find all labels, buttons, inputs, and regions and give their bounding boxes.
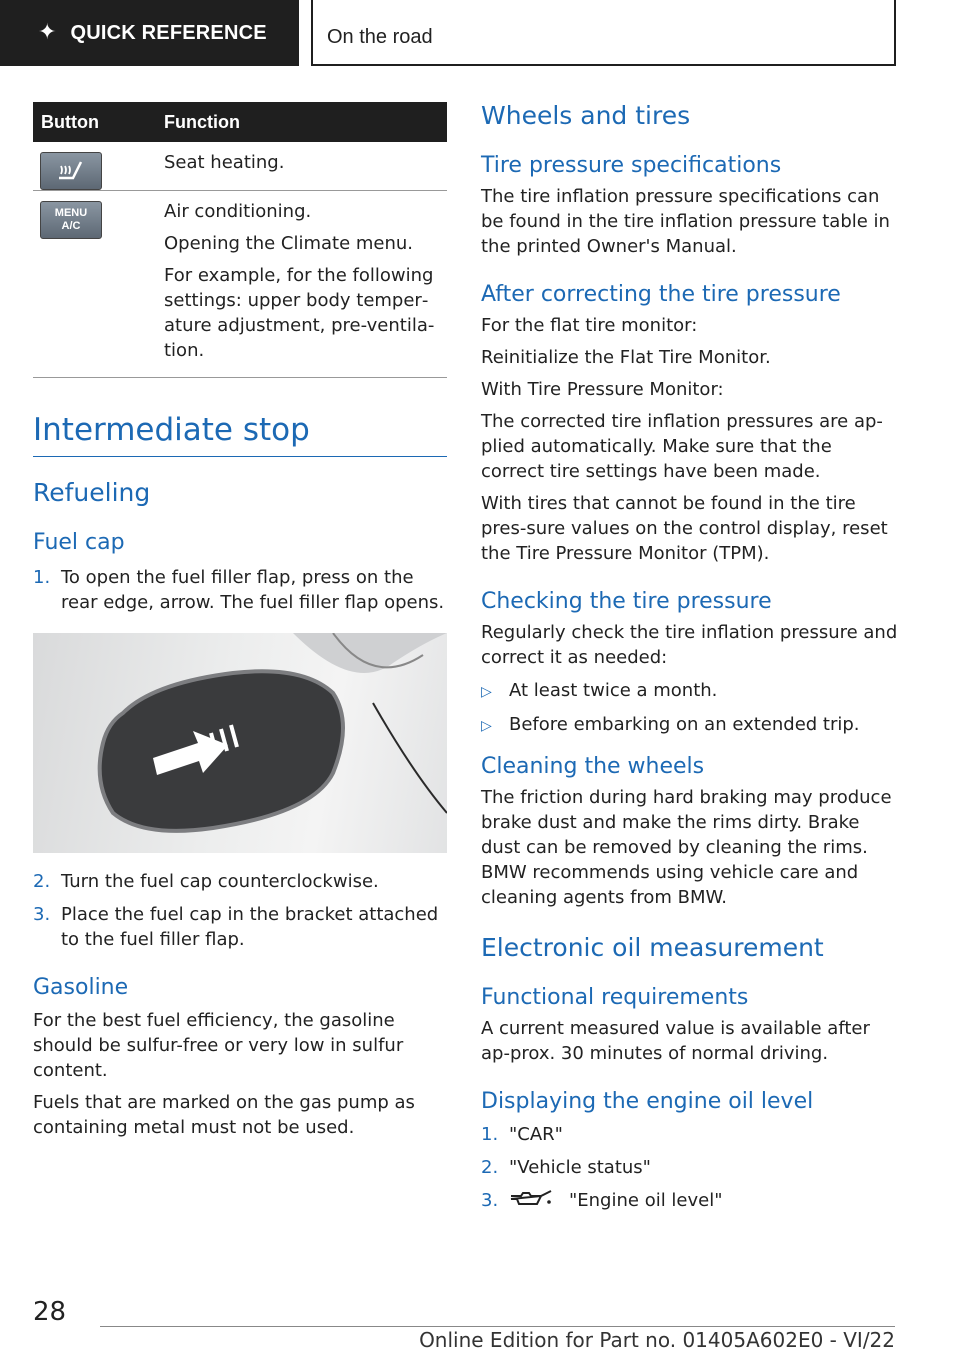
step-text: To open the fuel filler flap, press on the rear edge, arrow. The fuel filler flap opens. xyxy=(61,567,445,613)
paragraph: The tire inflation pressure specifications can be found in the tire inflation pressure table in the printed Owner's Manual. xyxy=(481,186,890,257)
heading-wheels-and-tires: Wheels and tires xyxy=(481,101,691,130)
paragraph: The corrected tire inflation pressures are ap‐plied automatically. Make sure that the correct tire settings have been made. xyxy=(481,411,883,482)
heading-fuel-cap: Fuel cap xyxy=(33,530,125,555)
paragraph: For the flat tire monitor: xyxy=(481,315,698,336)
col-header-function: Function xyxy=(164,102,447,142)
section-tab[interactable] xyxy=(0,0,299,66)
paragraph: Reinitialize the Flat Tire Monitor. xyxy=(481,347,771,368)
triangle-bullet-icon: ▷ xyxy=(481,684,492,700)
step-number: 1. xyxy=(481,1124,499,1145)
step-text: "CAR" xyxy=(509,1124,563,1145)
oil-can-icon xyxy=(509,1188,559,1217)
heading-displaying-oil-level: Displaying the engine oil level xyxy=(481,1089,814,1114)
paragraph: With Tire Pressure Monitor: xyxy=(481,379,724,400)
seat-heating-icon xyxy=(40,152,102,190)
button-function-table xyxy=(33,102,447,378)
step-number: 2. xyxy=(481,1157,499,1178)
function-text: For example, for the following settings: upper body temper‐ature adjustment, pre‐ventila‐tion. xyxy=(164,265,435,361)
heading-electronic-oil-measurement: Electronic oil measurement xyxy=(481,933,824,962)
paragraph: With tires that cannot be found in the tire pres‐sure values on the control display, reset the Tire Pressure Monitor (TPM). xyxy=(481,493,888,564)
list-item xyxy=(481,1155,899,1180)
left-column xyxy=(33,102,447,1140)
step-number: 3. xyxy=(481,1190,499,1211)
step-number: 3. xyxy=(33,904,51,925)
step-text: "Vehicle status" xyxy=(509,1157,651,1178)
heading-refueling: Refueling xyxy=(33,478,151,507)
table-row xyxy=(33,142,447,191)
step-number: 2. xyxy=(33,871,51,892)
chapter-tab[interactable] xyxy=(311,0,896,66)
step-text: Turn the fuel cap counterclockwise. xyxy=(61,871,379,892)
footer-divider xyxy=(100,1326,895,1327)
list-item xyxy=(33,565,447,615)
chapter-tab-label: On the road xyxy=(327,26,433,48)
list-item xyxy=(33,902,447,952)
right-column xyxy=(481,100,899,1225)
oil-level-steps xyxy=(481,1122,899,1217)
heading-after-correcting: After correcting the tire pressure xyxy=(481,282,841,307)
function-text: Seat heating. xyxy=(164,152,285,173)
triangle-bullet-icon: ▷ xyxy=(481,718,492,734)
table-row xyxy=(33,191,447,378)
list-item xyxy=(481,1188,899,1217)
step-text: Place the fuel cap in the bracket attached to the fuel filler flap. xyxy=(61,904,439,950)
button-text: MENU xyxy=(54,207,88,219)
check-frequency-list xyxy=(481,678,899,739)
paragraph: A current measured value is available after ap‐prox. 30 minutes of normal driving. xyxy=(481,1018,870,1064)
fuel-cap-steps xyxy=(33,565,447,615)
fuel-filler-flap-image xyxy=(33,633,447,853)
paragraph: Regularly check the tire inflation pressure and correct it as needed: xyxy=(481,622,898,668)
heading-intermediate-stop: Intermediate stop xyxy=(33,410,447,457)
fuel-cap-steps-continued xyxy=(33,869,447,952)
edition-note: Online Edition for Part no. 01405A602E0 - VI/22 xyxy=(419,1328,895,1352)
bullet-text: At least twice a month. xyxy=(509,680,718,701)
heading-functional-requirements: Functional requirements xyxy=(481,985,749,1010)
function-text: Opening the Climate menu. xyxy=(164,233,414,254)
quick-reference-star-icon: ✦ xyxy=(38,20,57,45)
function-text: Air conditioning. xyxy=(164,201,312,222)
list-item xyxy=(481,712,899,739)
paragraph: Fuels that are marked on the gas pump as containing metal must not be used. xyxy=(33,1092,415,1138)
list-item xyxy=(481,1122,899,1147)
step-text: "Engine oil level" xyxy=(569,1190,723,1211)
step-number: 1. xyxy=(33,567,51,588)
button-text: A/C xyxy=(61,220,81,232)
bullet-text: Before embarking on an extended trip. xyxy=(509,714,860,735)
menu-ac-button-icon xyxy=(40,201,102,239)
heading-gasoline: Gasoline xyxy=(33,975,129,1000)
page-number: 28 xyxy=(33,1297,67,1327)
list-item xyxy=(481,678,899,705)
section-tab-label: QUICK REFERENCE xyxy=(70,21,267,44)
paragraph: The friction during hard braking may produce brake dust and make the rims dirty. Brake dust can be removed by cleaning the rims. BMW recommends using vehicle care and cleaning agents from BMW. xyxy=(481,787,892,908)
col-header-button: Button xyxy=(33,102,164,142)
paragraph: For the best fuel efficiency, the gasoline should be sulfur-free or very low in sulfur content. xyxy=(33,1010,404,1081)
heading-tire-pressure-specs: Tire pressure specifications xyxy=(481,153,782,178)
list-item xyxy=(33,869,447,894)
heading-cleaning-wheels: Cleaning the wheels xyxy=(481,754,705,779)
heading-checking-tire-pressure: Checking the tire pressure xyxy=(481,589,772,614)
